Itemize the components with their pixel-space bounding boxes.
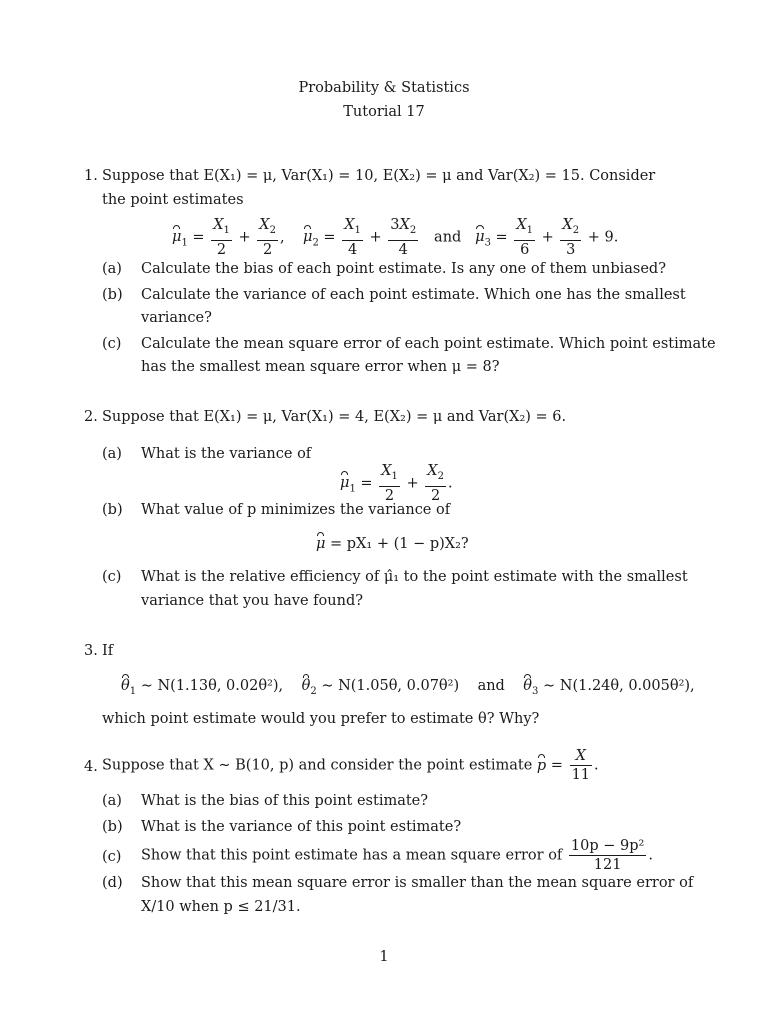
q1b-text-line2: variance? <box>141 310 212 326</box>
q1-number: 1. <box>84 168 98 184</box>
q2-intro: Suppose that E(X₁) = μ, Var(X₁) = 4, E(X₂) = μ and Var(X₂) = 6. <box>102 409 567 425</box>
q4c-fraction <box>569 837 646 874</box>
page-number: 1 <box>379 949 389 965</box>
q2b-text: What value of p minimizes the variance of <box>141 502 451 518</box>
q3-and-word: and <box>477 678 505 694</box>
q2b-label: (b) <box>102 502 123 518</box>
q4a-text: What is the bias of this point estimate? <box>141 793 429 809</box>
q2a-label: (a) <box>102 446 122 462</box>
q2a-formula: $\mu_1$ = $\frac{X_1}{2}$ + $\frac{X_2}{2}$ . <box>340 463 453 504</box>
tutorial-title: Tutorial 17 <box>343 104 425 120</box>
q4a-label: (a) <box>102 793 122 809</box>
q4c-text: Show that this point estimate has a mean square error of <box>141 847 563 864</box>
q3-question: which point estimate would you prefer to estimate θ? Why? <box>102 711 540 727</box>
q4c-fraction-numerator: 10p − 9p² <box>570 838 645 854</box>
q1-intro-line1: Suppose that E(X₁) = μ, Var(X₁) = 10, E(X₂) = μ and Var(X₂) = 15. Consider <box>102 168 656 184</box>
q3-theta3: ∼ N(1.24θ, 0.005θ²), <box>543 678 695 694</box>
q1c-label: (c) <box>102 336 122 352</box>
q3-theta1: ∼ N(1.13θ, 0.02θ²), <box>140 678 284 694</box>
course-title: Probability & Statistics <box>298 80 470 96</box>
q4-number: 4. <box>84 759 98 775</box>
q2b-formula-rhs: = pX₁ + (1 − p)X₂? <box>330 536 469 552</box>
q2c-label: (c) <box>102 569 122 585</box>
q1-intro-line2: the point estimates <box>102 192 244 208</box>
q4d-text-line1: Show that this mean square error is smaller than the mean square error of <box>141 875 694 891</box>
q3-number: 3. <box>84 643 98 659</box>
q3-theta2: ∼ N(1.05θ, 0.07θ²) <box>321 678 460 694</box>
q1-estimates-formula: $\mu_1$ = $\frac{X_1}{2}$ + $\frac{X_2}{2}$ , $\mu_2$ = $\frac{X_1}{4}$ + $\frac{3X_2}{4}$ and $\mu_3$ = $\frac{X_1}{6}$ + $\frac{X_2}{3}$ + 9. <box>172 217 619 258</box>
q1b-text-line1: Calculate the variance of each point estimate. Which one has the smallest <box>141 287 686 303</box>
q1-and-word: and <box>434 229 462 246</box>
q2b-formula: μ = pX₁ + (1 − p)X₂? <box>316 536 469 552</box>
q1a-label: (a) <box>102 261 122 277</box>
q1c-text-line2: has the smallest mean square error when μ = 8? <box>141 359 500 375</box>
q2c-text-line1: What is the relative efficiency of μ̂₁ to the point estimate with the smallest <box>141 569 688 585</box>
q3-intro: If <box>102 643 114 659</box>
q2a-text: What is the variance of <box>141 446 312 462</box>
q4-intro: Suppose that X ∼ B(10, p) and consider the point estimate <box>102 757 533 774</box>
q3-formula: $\theta_1$ ∼ N(1.13θ, 0.02θ²), $\theta_2$ ∼ N(1.05θ, 0.07θ²) and $\theta_3$ ∼ N(1.24θ, 0.005θ²), <box>121 678 695 697</box>
q4b-label: (b) <box>102 819 123 835</box>
q2-number: 2. <box>84 409 98 425</box>
q1a-text: Calculate the bias of each point estimate. Is any one of them unbiased? <box>141 261 666 277</box>
q4-intro-line: Suppose that X ∼ B(10, p) and consider the point estimate p = $\frac{X}{11}$ . <box>102 748 599 783</box>
q4c-fraction-denominator: 121 <box>593 857 622 873</box>
q1c-text-line1: Calculate the mean square error of each point estimate. Which point estimate <box>141 336 716 352</box>
q1b-label: (b) <box>102 287 123 303</box>
q4c-label: (c) <box>102 849 122 865</box>
q4d-text-line2: X/10 when p ≤ 21/31. <box>141 899 301 915</box>
q2c-text-line2: variance that you have found? <box>141 593 364 609</box>
q4b-text: What is the variance of this point estimate? <box>141 819 462 835</box>
q4c-line: Show that this point estimate has a mean square error of $\frac{\text{10p − 9p²}}{121}$ . <box>141 838 653 873</box>
q4d-label: (d) <box>102 875 123 891</box>
